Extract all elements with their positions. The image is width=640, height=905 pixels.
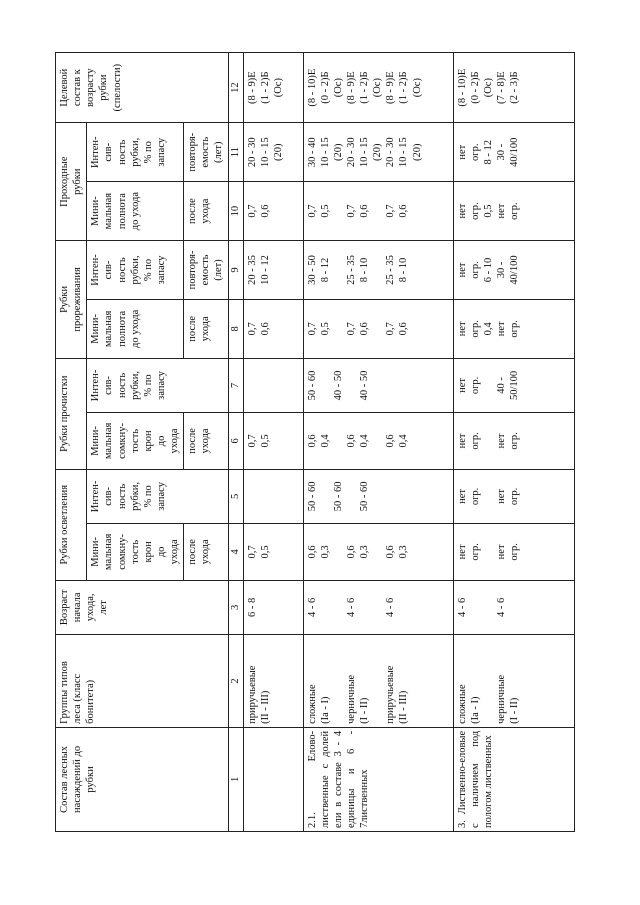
header-intensity: Интен- сив- ность рубки, % по запасу (87, 469, 228, 523)
row1-start-age: 6 - 8 (243, 580, 303, 634)
row3-cell: нет огр. нет огр. (453, 524, 575, 581)
forest-care-table (55, 52, 575, 832)
column-number: 11 (228, 123, 243, 182)
row2-cell: 0,6 0,3 0,6 0,3 0,6 0,3 (303, 524, 453, 581)
column-number: 10 (228, 182, 243, 241)
row2-cell: 0,6 0,4 0,6 0,4 0,6 0,4 (303, 413, 453, 470)
row2-start-age: 4 - 6 4 - 6 4 - 6 (303, 580, 453, 634)
row3-cell: нет огр. 0,5 нет огр. (453, 182, 575, 241)
row3-composition: 3. Лиственно-еловые с наличием под пологом лиственных (453, 727, 575, 831)
row1-target: (8 - 9)Е (1 - 2)Б (Ос) (243, 53, 303, 123)
row1-cell: 0,7 0,5 (243, 413, 303, 470)
header-start-age: Возраст начала ухода, лет (56, 580, 229, 634)
row3-cell: нет огр. нет огр. (453, 413, 575, 470)
rotated-page (55, 52, 575, 832)
header-prohodnye: Проходные рубки (56, 123, 87, 241)
row1-cell: 0,7 0,5 (243, 524, 303, 581)
column-number: 7 (228, 358, 243, 412)
header-composition: Состав лесных насаждений до рубки (56, 727, 229, 831)
row1-composition (243, 727, 303, 831)
row3-cell: нет огр. 0,4 нет огр. (453, 299, 575, 358)
row1-cell: 0,7 0,6 (243, 299, 303, 358)
row2-cell: 0,7 0,5 0,7 0,6 0,7 0,6 (303, 182, 453, 241)
column-number: 6 (228, 413, 243, 470)
header-osvetlenie: Рубки осветления (56, 469, 87, 580)
header-intensity: Интен- сив- ность рубки, % по запасу (87, 241, 184, 300)
header-repeatability: повторя- емость (лет) (184, 123, 228, 182)
row2-cell: 30 - 50 8 - 12 25 - 35 8 - 10 25 - 35 8 - 10 (303, 241, 453, 300)
row3-forest-type: сложные (Iа - I) черничные (I - II) (453, 635, 575, 728)
column-number: 1 (228, 727, 243, 831)
row2-cell: 0,7 0,5 0,7 0,6 0,7 0,6 (303, 299, 453, 358)
header-after-care: после ухода (184, 182, 228, 241)
header-forest-type: Группы типов леса (класс бонитета) (56, 635, 229, 728)
column-number: 4 (228, 524, 243, 581)
header-min-closure: Мини- мальная сомкну- тость крон до ухода (87, 413, 184, 470)
column-number: 12 (228, 53, 243, 123)
header-intensity: Интен- сив- ность рубки, % по запасу (87, 358, 228, 412)
row3-start-age: 4 - 6 4 - 6 (453, 580, 575, 634)
row2-cell: 30 - 40 10 - 15 (20) 20 - 30 10 - 15 (20) 20 - 30 10 - 15 (20) (303, 123, 453, 182)
row2-target: (8 - 10)Е (0 - 2)Б (Ос) (8 - 9)Е (1 - 2)Б (Ос) (8 - 9)Е (1 - 2)Б (Ос) (303, 53, 453, 123)
header-target-composition: Целевой состав к возрасту рубки (спелости) (56, 53, 229, 123)
column-number: 2 (228, 635, 243, 728)
row3-cell: нет огр. 40 - 50/100 (453, 358, 575, 412)
row1-cell (243, 469, 303, 523)
column-number: 3 (228, 580, 243, 634)
header-repeatability: повторя- емость (лет) (184, 241, 228, 300)
row2-composition: 2.1. Елово-лиственные с долей ели в составе 3 - 4 единицы и 6 - 7лиственных (303, 727, 453, 831)
column-number: 9 (228, 241, 243, 300)
row1-cell (243, 358, 303, 412)
header-prorezhivanie: Рубки прореживания (56, 241, 87, 359)
header-min-density: Мини- мальная полнота до ухода (87, 182, 184, 241)
header-after-care: после ухода (184, 524, 228, 581)
row3-cell: нет огр. 6 - 10 30 - 40/100 (453, 241, 575, 300)
row2-forest-type: сложные (Iа - I) черничные (I - II) приручьевые (II - III) (303, 635, 453, 728)
row1-cell: 20 - 35 10 - 12 (243, 241, 303, 300)
header-prochistka: Рубки прочистки (56, 358, 87, 469)
row1-forest-type: приручьевые (II - III) (243, 635, 303, 728)
row3-cell: нет огр. 8 - 12 30 - 40/100 (453, 123, 575, 182)
header-min-closure: Мини- мальная сомкну- тость крон до ухода (87, 524, 184, 581)
column-number: 5 (228, 469, 243, 523)
row3-cell: нет огр. нет огр. (453, 469, 575, 523)
row2-cell: 50 - 60 50 - 60 50 - 60 (303, 469, 453, 523)
row3-target: (8 - 10)Е (0 - 2)Б (Ос) (7 - 8)Е (2 - 3)Б (453, 53, 575, 123)
header-min-density: Мини- мальная полнота до ухода (87, 299, 184, 358)
row1-cell: 0,7 0,6 (243, 182, 303, 241)
header-after-care: после ухода (184, 413, 228, 470)
header-after-care: после ухода (184, 299, 228, 358)
row2-cell: 50 - 60 40 - 50 40 - 50 (303, 358, 453, 412)
row1-cell: 20 - 30 10 - 15 (20) (243, 123, 303, 182)
column-number: 8 (228, 299, 243, 358)
header-intensity: Интен- сив- ность рубки, % по запасу (87, 123, 184, 182)
